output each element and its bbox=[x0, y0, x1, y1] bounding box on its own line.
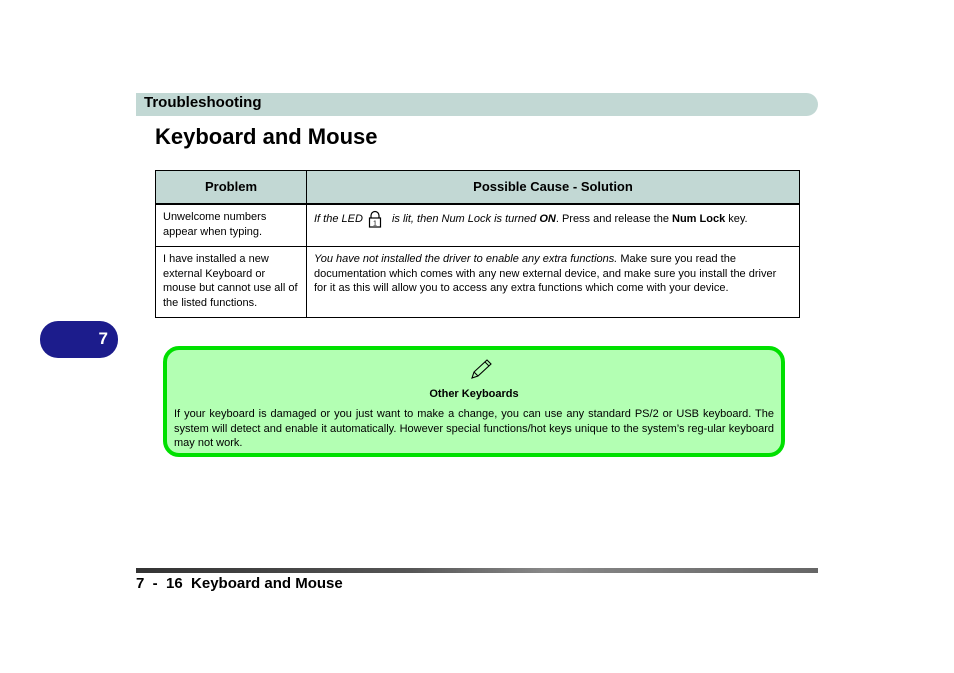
solution-italic: If the LED bbox=[314, 213, 363, 225]
chapter-tab[interactable] bbox=[40, 321, 118, 358]
solution-italic: You have not installed the driver to enable any extra functions. bbox=[314, 253, 618, 265]
note-title: Other Keyboards bbox=[429, 388, 519, 400]
page-title: Keyboard and Mouse bbox=[155, 124, 378, 149]
svg-text:1: 1 bbox=[372, 220, 377, 228]
chapter-number: 7 bbox=[98, 329, 108, 348]
column-header-problem: Problem bbox=[156, 171, 307, 205]
num-lock-key-label: Num Lock bbox=[672, 213, 726, 225]
problem-cell: Unwelcome numbers appear when typing. bbox=[156, 204, 307, 247]
num-lock-led-icon bbox=[367, 210, 383, 228]
section-header-title: Troubleshooting bbox=[144, 94, 262, 111]
problem-cell: I have installed a new external Keyboard or mouse but cannot use all of the listed functions. bbox=[156, 247, 307, 318]
solution-cell bbox=[307, 247, 800, 318]
solution-text: Make sure you read the documentation which comes with any new external device, and make sure you install the driver for it as this will allow you to access any extra functions which come with your device. bbox=[314, 253, 777, 294]
column-header-solution: Possible Cause - Solution bbox=[307, 171, 800, 205]
note-body: If your keyboard is damaged or you just want to make a change, you can use any standard PS/2 or USB keyboard. The system will detect and enable it automatically. However special functions/hot keys unique to the system’s reg-ular keyboard may not work. bbox=[174, 408, 774, 449]
note-box bbox=[163, 346, 785, 457]
section-header-bar bbox=[136, 93, 818, 116]
pen-icon bbox=[469, 358, 493, 380]
table-row bbox=[156, 247, 800, 318]
solution-text: key. bbox=[725, 213, 748, 225]
solution-italic: is lit, then Num Lock is turned bbox=[388, 213, 540, 225]
troubleshooting-table bbox=[155, 170, 800, 318]
solution-on-keyword: ON bbox=[539, 213, 556, 225]
solution-cell bbox=[307, 204, 800, 247]
table-header-row bbox=[156, 171, 800, 205]
table-row bbox=[156, 204, 800, 247]
footer-divider bbox=[136, 568, 818, 573]
solution-text: . Press and release the bbox=[555, 213, 673, 225]
footer-page-label: 7 - 16 Keyboard and Mouse bbox=[136, 575, 343, 592]
